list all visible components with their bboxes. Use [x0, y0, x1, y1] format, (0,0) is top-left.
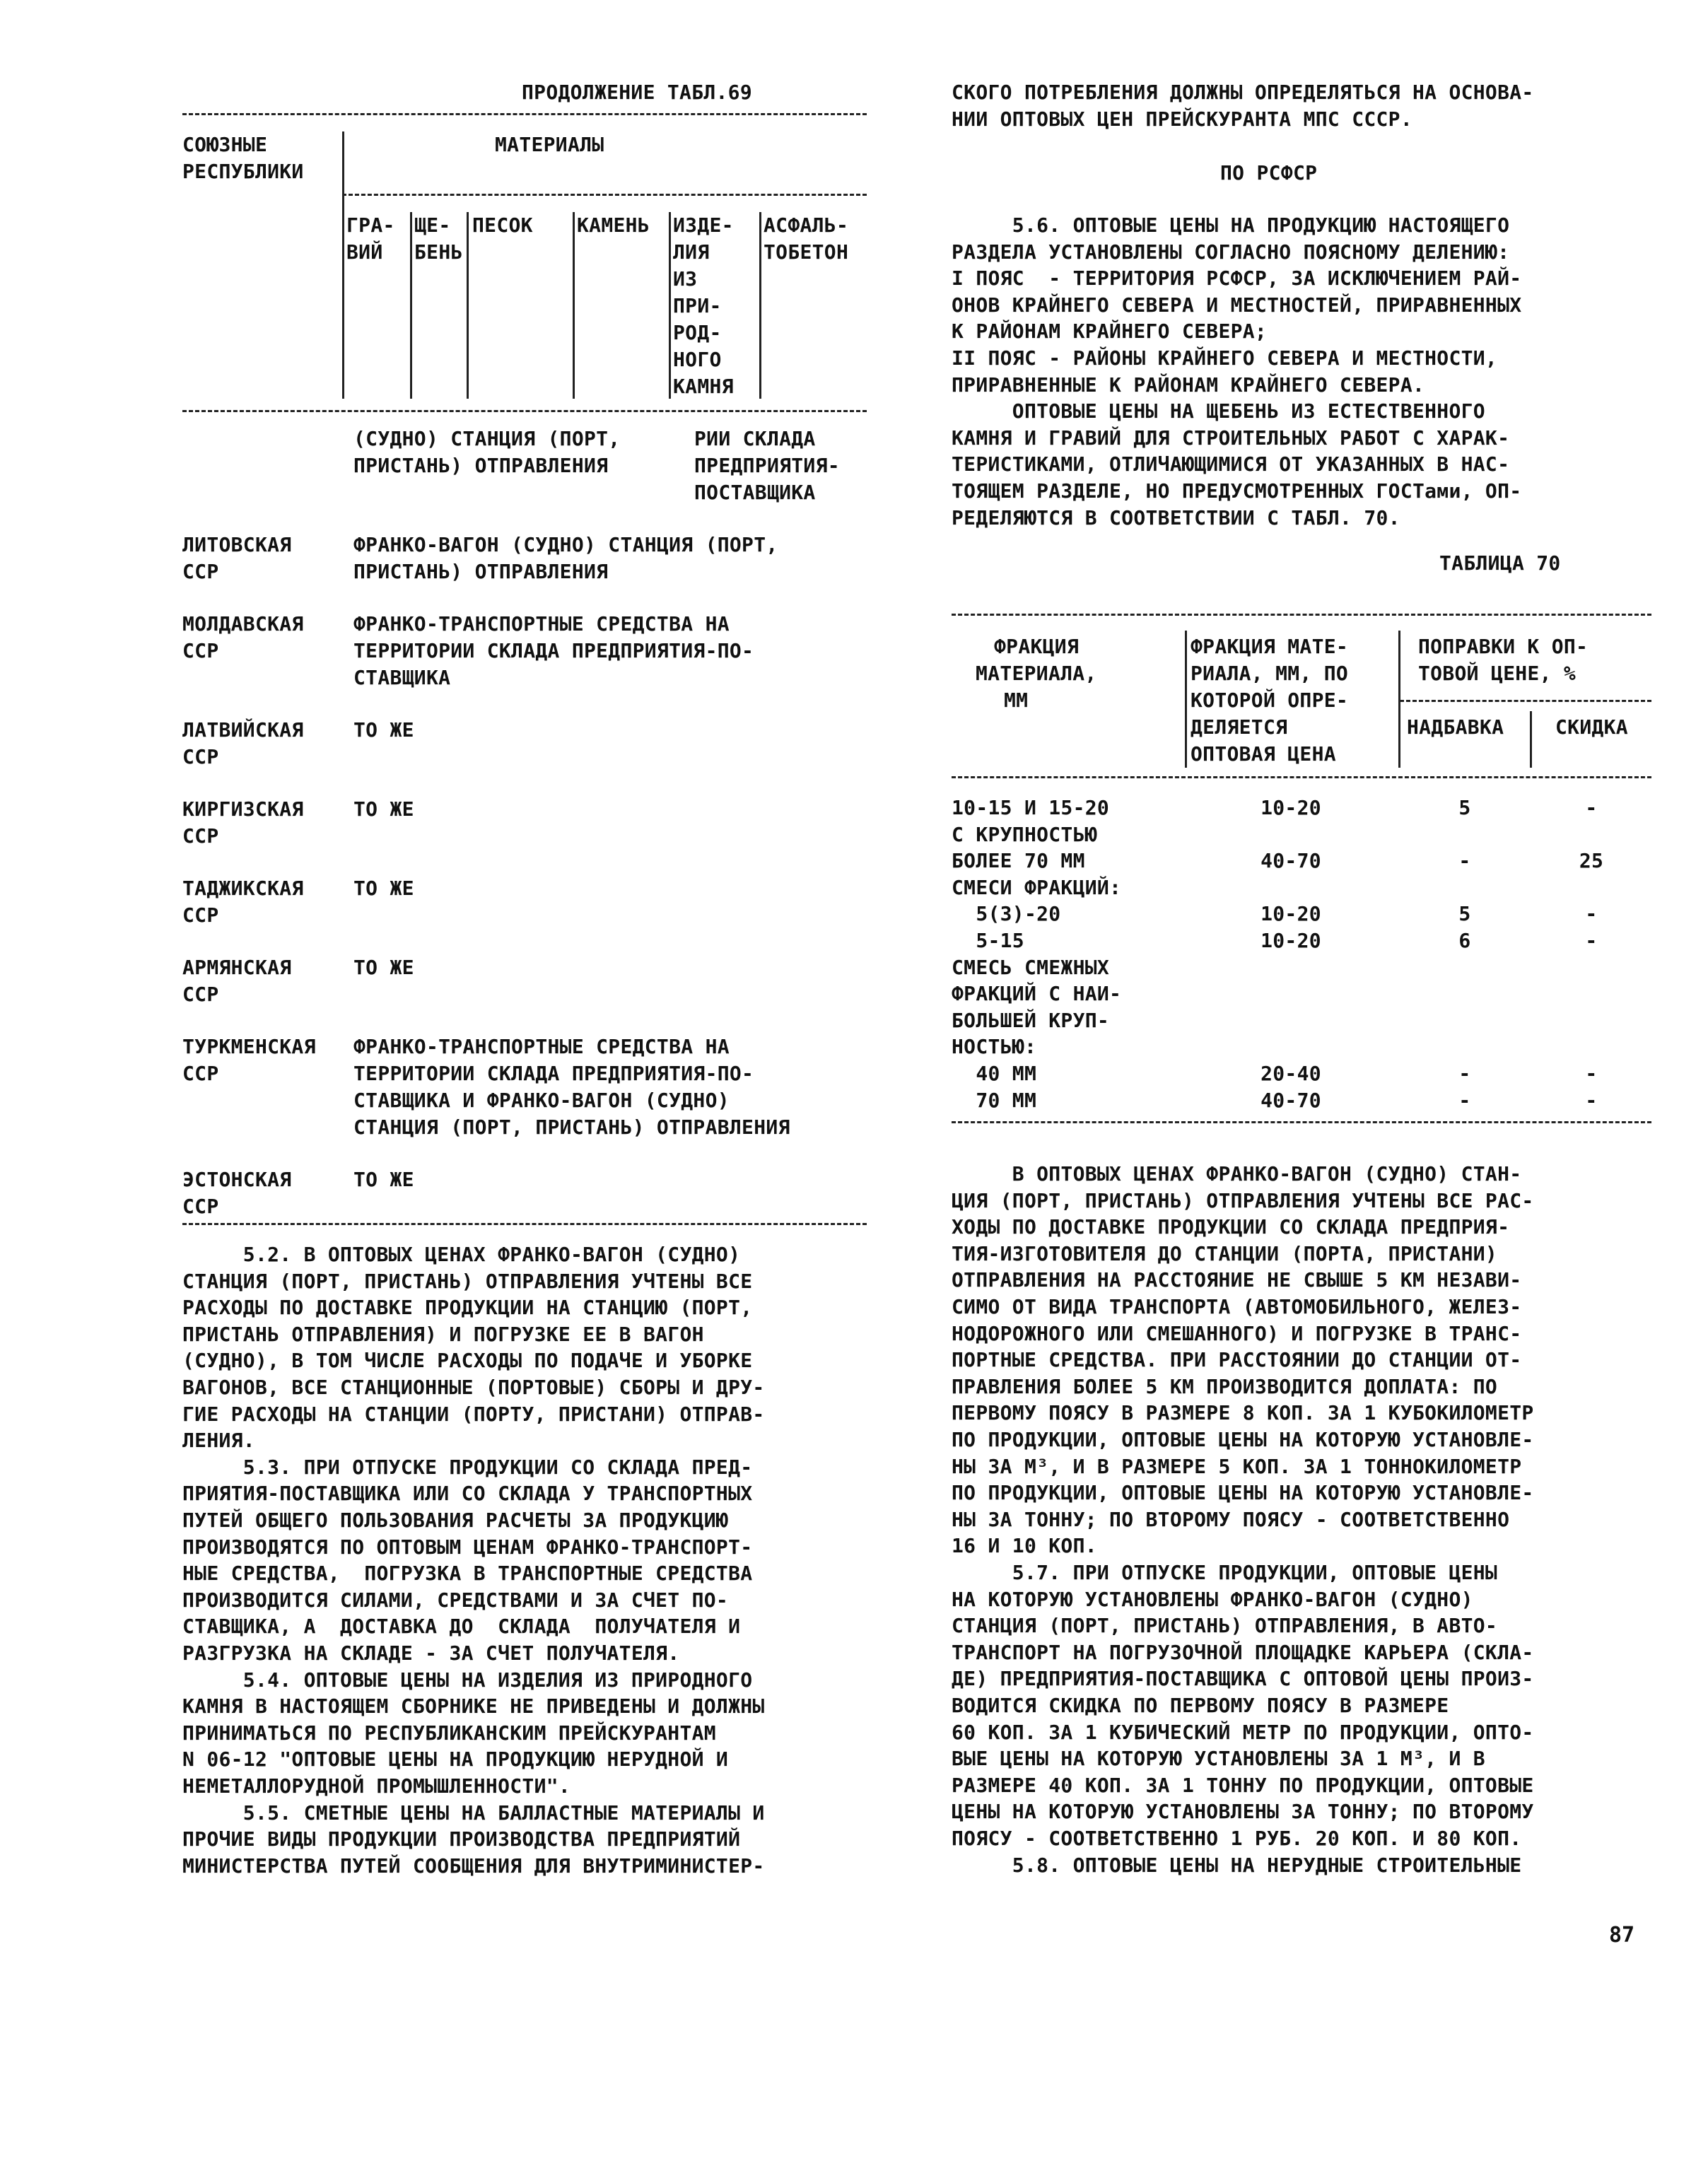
- left-text-line-4: ПРИСТАНЬ ОТПРАВЛЕНИЯ) И ПОГРУЗКЕ ЕЕ В ВАГОН: [182, 1322, 704, 1346]
- subhead-items-5: РОД-: [673, 321, 722, 344]
- subhead-crushed-2: БЕНЬ: [414, 240, 463, 264]
- row-tajik-name-2: ССР: [182, 903, 219, 927]
- right-bottom-line-15: 16 И 10 КОП.: [952, 1534, 1097, 1558]
- row-armenia-value: ТО ЖЕ: [353, 956, 414, 979]
- subhead-sand: ПЕСОК: [472, 213, 533, 237]
- t70-cell-d: -: [1585, 1088, 1598, 1112]
- row-turkmen-value-1: ФРАНКО-ТРАНСПОРТНЫЕ СРЕДСТВА НА: [353, 1035, 730, 1058]
- rule: [1400, 700, 1651, 702]
- t70-head-c2-4: ДЕЛЯЕТСЯ: [1191, 715, 1288, 739]
- right-mid-line-5: К РАЙОНАМ КРАЙНЕГО СЕВЕРА;: [952, 320, 1268, 344]
- t70-head-c3-2: ТОВОЙ ЦЕНЕ, %: [1418, 662, 1577, 685]
- rule: [182, 410, 867, 412]
- t70-head-c2-1: ФРАКЦИЯ МАТЕ-: [1191, 635, 1349, 658]
- t70-cell-a: 40 ММ: [952, 1062, 1037, 1085]
- t70-head-c2-2: РИАЛА, ММ, ПО: [1191, 662, 1349, 685]
- t70-cell-a: 5-15: [952, 929, 1024, 952]
- right-mid-line-1: 5.6. ОПТОВЫЕ ЦЕНЫ НА ПРОДУКЦИЮ НАСТОЯЩЕГО: [952, 213, 1510, 237]
- t70-cell-a: НОСТЬЮ:: [952, 1035, 1037, 1059]
- row-turkmen-name-2: ССР: [182, 1062, 219, 1085]
- cont-row-b-1: РИИ СКЛАДА: [694, 427, 816, 450]
- left-text-line-3: РАСХОДЫ ПО ДОСТАВКЕ ПРОДУКЦИИ НА СТАНЦИЮ (ПОРТ,: [182, 1296, 753, 1320]
- right-bottom-line-23: ВЫЕ ЦЕНЫ НА КОТОРУЮ УСТАНОВЛЕНЫ ЗА 1 М³, И В: [952, 1747, 1485, 1771]
- right-mid-line-2: РАЗДЕЛА УСТАНОВЛЕНЫ СОГЛАСНО ПОЯСНОМУ ДЕЛЕНИЮ:: [952, 240, 1510, 264]
- cont-row-a-1: (СУДНО) СТАНЦИЯ (ПОРТ,: [353, 427, 621, 450]
- right-bottom-line-3: ХОДЫ ПО ДОСТАВКЕ ПРОДУКЦИИ СО СКЛАДА ПРЕДПРИЯ-: [952, 1215, 1510, 1239]
- left-text-line-7: ГИЕ РАСХОДЫ НА СТАНЦИИ (ПОРТУ, ПРИСТАНИ) ОТПРАВ-: [182, 1402, 765, 1426]
- head-materials: МАТЕРИАЛЫ: [495, 133, 604, 156]
- subhead-gravel-1: ГРА-: [346, 213, 395, 237]
- left-text-line-12: ПРОИЗВОДЯТСЯ ПО ОПТОВЫМ ЦЕНАМ ФРАНКО-ТРАНСПОРТ-: [182, 1535, 753, 1559]
- t70-head-c2-3: КОТОРОЙ ОПРЕ-: [1191, 689, 1349, 712]
- right-bottom-line-6: СИМО ОТ ВИДА ТРАНСПОРТА (АВТОМОБИЛЬНОГО, ЖЕЛЕЗ-: [952, 1295, 1522, 1318]
- right-bottom-line-9: ПРАВЛЕНИЯ БОЛЕЕ 5 КМ ПРОИЗВОДИТСЯ ДОПЛАТА: ПО: [952, 1374, 1498, 1398]
- right-bottom-line-8: ПОРТНЫЕ СРЕДСТВА. ПРИ РАССТОЯНИИ ДО СТАНЦИИ ОТ-: [952, 1348, 1522, 1372]
- right-mid-line-3: I ПОЯС - ТЕРРИТОРИЯ РСФСР, ЗА ИСКЛЮЧЕНИЕМ РАЙ-: [952, 267, 1522, 291]
- t70-cell-a: СМЕСИ ФРАКЦИЙ:: [952, 875, 1122, 899]
- rule: [182, 1223, 867, 1225]
- row-kyrgyz-value: ТО ЖЕ: [353, 797, 414, 821]
- t70-cell-a: 10-15 И 15-20: [952, 796, 1110, 819]
- subhead-items-4: ПРИ-: [673, 294, 722, 317]
- table-divider: [573, 212, 575, 399]
- t70-cell-c: 5: [1458, 796, 1471, 819]
- row-kyrgyz-name-2: ССР: [182, 824, 219, 848]
- table-divider: [759, 212, 761, 399]
- right-mid-line-4: ОНОВ КРАЙНЕГО СЕВЕРА И МЕСТНОСТЕЙ, ПРИРАВНЕННЫХ: [952, 293, 1522, 317]
- t70-head-surcharge: НАДБАВКА: [1407, 715, 1504, 739]
- subhead-items-2: ЛИЯ: [673, 240, 710, 264]
- row-kyrgyz-name-1: КИРГИЗСКАЯ: [182, 797, 304, 821]
- row-latvia-name-1: ЛАТВИЙСКАЯ: [182, 718, 304, 742]
- subhead-asphalt-2: ТОБЕТОН: [764, 240, 849, 264]
- right-bottom-line-13: ПО ПРОДУКЦИИ, ОПТОВЫЕ ЦЕНЫ НА КОТОРУЮ УСТАНОВЛЕ-: [952, 1481, 1534, 1505]
- subhead-items-7: КАМНЯ: [673, 375, 734, 398]
- top-line-2: НИИ ОПТОВЫХ ЦЕН ПРЕЙСКУРАНТА МПС СССР.: [952, 107, 1412, 131]
- t70-cell-d: -: [1585, 1062, 1598, 1085]
- right-bottom-line-26: ПОЯСУ - СООТВЕТСТВЕННО 1 РУБ. 20 КОП. И 80 КОП.: [952, 1827, 1522, 1850]
- left-text-line-10: ПРИЯТИЯ-ПОСТАВЩИКА ИЛИ СО СКЛАДА У ТРАНСПОРТНЫХ: [182, 1482, 753, 1506]
- right-mid-line-6: II ПОЯС - РАЙОНЫ КРАЙНЕГО СЕВЕРА И МЕСТНОСТИ,: [952, 346, 1498, 370]
- right-mid-line-9: КАМНЯ И ГРАВИЙ ДЛЯ СТРОИТЕЛЬНЫХ РАБОТ С ХАРАК-: [952, 426, 1510, 450]
- right-bottom-line-7: НОДОРОЖНОГО ИЛИ СМЕШАННОГО) И ПОГРУЗКЕ В ТРАНС-: [952, 1321, 1522, 1345]
- t70-head-c1-1: ФРАКЦИЯ: [994, 635, 1080, 658]
- t70-head-discount: СКИДКА: [1555, 715, 1628, 739]
- t70-cell-c: -: [1458, 849, 1471, 873]
- row-estonia-name-2: ССР: [182, 1195, 219, 1218]
- table-divider: [342, 131, 344, 399]
- subhead-stone: КАМЕНЬ: [577, 213, 650, 237]
- right-bottom-line-2: ЦИЯ (ПОРТ, ПРИСТАНЬ) ОТПРАВЛЕНИЯ УЧТЕНЫ ВСЕ РАС-: [952, 1188, 1534, 1212]
- left-text-line-11: ПУТЕЙ ОБЩЕГО ПОЛЬЗОВАНИЯ РАСЧЕТЫ ЗА ПРОДУКЦИЮ: [182, 1509, 729, 1532]
- cont-row-b-2: ПРЕДПРИЯТИЯ-: [694, 454, 840, 477]
- left-text-line-9: 5.3. ПРИ ОТПУСКЕ ПРОДУКЦИИ СО СКЛАДА ПРЕД-: [182, 1455, 753, 1479]
- rule: [952, 776, 1651, 778]
- table-divider: [1398, 631, 1400, 768]
- left-text-line-5: (СУДНО), В ТОМ ЧИСЛЕ РАСХОДЫ ПО ПОДАЧЕ И УБОРКЕ: [182, 1349, 753, 1373]
- t70-head-c1-3: ММ: [1004, 689, 1029, 712]
- right-bottom-line-22: 60 КОП. ЗА 1 КУБИЧЕСКИЙ МЕТР ПО ПРОДУКЦИИ, ОПТО-: [952, 1720, 1534, 1744]
- left-text-line-21: НЕМЕТАЛЛОРУДНОЙ ПРОМЫШЛЕННОСТИ".: [182, 1774, 571, 1798]
- left-text-line-23: ПРОЧИЕ ВИДЫ ПРОДУКЦИИ ПРОИЗВОДСТВА ПРЕДПРИЯТИЙ: [182, 1827, 741, 1851]
- row-lithuania-name-2: ССР: [182, 560, 219, 583]
- right-bottom-line-12: НЫ ЗА М³, И В РАЗМЕРЕ 5 КОП. ЗА 1 ТОННОКИЛОМЕТР: [952, 1454, 1522, 1478]
- right-bottom-line-5: ОТПРАВЛЕНИЯ НА РАССТОЯНИЕ НЕ СВЫШЕ 5 КМ НЕЗАВИ-: [952, 1268, 1522, 1292]
- left-text-line-8: ЛЕНИЯ.: [182, 1429, 255, 1453]
- left-text-line-17: 5.4. ОПТОВЫЕ ЦЕНЫ НА ИЗДЕЛИЯ ИЗ ПРИРОДНОГО: [182, 1668, 753, 1692]
- t70-cell-c: 6: [1458, 929, 1471, 952]
- right-bottom-line-21: ВОДИТСЯ СКИДКА ПО ПЕРВОМУ ПОЯСУ В РАЗМЕРЕ: [952, 1694, 1449, 1717]
- t70-cell-d: 25: [1579, 849, 1604, 873]
- right-bottom-line-17: НА КОТОРУЮ УСТАНОВЛЕНЫ ФРАНКО-ВАГОН (СУДНО): [952, 1587, 1473, 1611]
- rule: [952, 1121, 1651, 1123]
- left-text-line-19: ПРИНИМАТЬСЯ ПО РЕСПУБЛИКАНСКИМ ПРЕЙСКУРАНТАМ: [182, 1721, 716, 1745]
- subhead-asphalt-1: АСФАЛЬ-: [764, 213, 849, 237]
- right-mid-line-7: ПРИРАВНЕННЫЕ К РАЙОНАМ КРАЙНЕГО СЕВЕРА.: [952, 373, 1425, 397]
- t70-cell-b: 10-20: [1260, 929, 1321, 952]
- table-divider: [1530, 711, 1532, 768]
- row-moldova-value-1: ФРАНКО-ТРАНСПОРТНЫЕ СРЕДСТВА НА: [353, 612, 730, 636]
- left-text-line-1: 5.2. В ОПТОВЫХ ЦЕНАХ ФРАНКО-ВАГОН (СУДНО): [182, 1243, 741, 1266]
- subhead-crushed-1: ЩЕ-: [414, 213, 451, 237]
- row-latvia-value: ТО ЖЕ: [353, 718, 414, 742]
- left-text-line-15: СТАВЩИКА, А ДОСТАВКА ДО СКЛАДА ПОЛУЧАТЕЛЯ И: [182, 1615, 741, 1639]
- head-union-1: СОЮЗНЫЕ: [182, 133, 268, 156]
- section-rsfsr: ПО РСФСР: [1220, 161, 1318, 185]
- continuation-caption: ПРОДОЛЖЕНИЕ ТАБЛ.69: [522, 81, 752, 104]
- rule: [182, 113, 867, 115]
- left-text-line-20: N 06-12 "ОПТОВЫЕ ЦЕНЫ НА ПРОДУКЦИЮ НЕРУДНОЙ И: [182, 1748, 729, 1772]
- right-bottom-line-14: НЫ ЗА ТОННУ; ПО ВТОРОМУ ПОЯСУ - СООТВЕТСТВЕННО: [952, 1507, 1510, 1531]
- row-estonia-name-1: ЭСТОНСКАЯ: [182, 1168, 292, 1191]
- row-lithuania-value-2: ПРИСТАНЬ) ОТПРАВЛЕНИЯ: [353, 560, 609, 583]
- row-tajik-name-1: ТАДЖИКСКАЯ: [182, 877, 304, 900]
- t70-cell-a: ФРАКЦИЙ С НАИ-: [952, 982, 1122, 1006]
- t70-cell-a: БОЛЬШЕЙ КРУП-: [952, 1008, 1110, 1032]
- row-armenia-name-1: АРМЯНСКАЯ: [182, 956, 292, 979]
- table-divider: [410, 212, 412, 399]
- t70-head-c3-1: ПОПРАВКИ К ОП-: [1418, 635, 1589, 658]
- t70-cell-b: 20-40: [1260, 1062, 1321, 1085]
- row-turkmen-name-1: ТУРКМЕНСКАЯ: [182, 1035, 316, 1058]
- right-bottom-line-25: ЦЕНЫ НА КОТОРУЮ УСТАНОВЛЕНЫ ЗА ТОННУ; ПО ВТОРОМУ: [952, 1800, 1534, 1824]
- left-text-line-13: НЫЕ СРЕДСТВА, ПОГРУЗКА В ТРАНСПОРТНЫЕ СРЕДСТВА: [182, 1562, 753, 1586]
- row-estonia-value: ТО ЖЕ: [353, 1168, 414, 1191]
- left-text-line-18: КАМНЯ В НАСТОЯЩЕМ СБОРНИКЕ НЕ ПРИВЕДЕНЫ И ДОЛЖНЫ: [182, 1694, 765, 1719]
- subhead-items-1: ИЗДЕ-: [673, 213, 734, 237]
- top-line-1: СКОГО ПОТРЕБЛЕНИЯ ДОЛЖНЫ ОПРЕДЕЛЯТЬСЯ НА ОСНОВА-: [952, 81, 1534, 104]
- row-moldova-name-2: ССР: [182, 639, 219, 662]
- t70-head-c1-2: МАТЕРИАЛА,: [976, 662, 1097, 685]
- head-union-2: РЕСПУБЛИКИ: [182, 160, 304, 183]
- left-text-line-24: МИНИСТЕРСТВА ПУТЕЙ СООБЩЕНИЯ ДЛЯ ВНУТРИМИНИСТЕР-: [182, 1854, 765, 1878]
- row-moldova-value-3: СТАВЩИКА: [353, 666, 451, 689]
- cont-row-a-2: ПРИСТАНЬ) ОТПРАВЛЕНИЯ: [353, 454, 609, 477]
- t70-cell-c: -: [1458, 1088, 1471, 1112]
- t70-cell-a: БОЛЕЕ 70 ММ: [952, 849, 1085, 873]
- row-tajik-value: ТО ЖЕ: [353, 877, 414, 900]
- right-bottom-line-24: РАЗМЕРЕ 40 КОП. ЗА 1 ТОННУ ПО ПРОДУКЦИИ, ОПТОВЫЕ: [952, 1773, 1534, 1797]
- t70-cell-b: 40-70: [1260, 849, 1321, 873]
- right-bottom-line-20: ДЕ) ПРЕДПРИЯТИЯ-ПОСТАВЩИКА С ОПТОВОЙ ЦЕНЫ ПРОИЗ-: [952, 1667, 1534, 1691]
- row-turkmen-value-3: СТАВЩИКА И ФРАНКО-ВАГОН (СУДНО): [353, 1089, 730, 1112]
- right-bottom-line-1: В ОПТОВЫХ ЦЕНАХ ФРАНКО-ВАГОН (СУДНО) СТАН-: [952, 1162, 1522, 1186]
- cont-row-b-3: ПОСТАВЩИКА: [694, 481, 816, 504]
- table-divider: [467, 212, 469, 399]
- row-moldova-value-2: ТЕРРИТОРИИ СКЛАДА ПРЕДПРИЯТИЯ-ПО-: [353, 639, 754, 662]
- table-70-title: ТАБЛИЦА 70: [1439, 551, 1561, 575]
- right-bottom-line-11: ПО ПРОДУКЦИИ, ОПТОВЫЕ ЦЕНЫ НА КОТОРУЮ УСТАНОВЛЕ-: [952, 1428, 1534, 1451]
- subhead-gravel-2: ВИЙ: [346, 240, 383, 264]
- row-armenia-name-2: ССР: [182, 983, 219, 1006]
- table-divider: [1185, 631, 1187, 768]
- t70-cell-a: СМЕСЬ СМЕЖНЫХ: [952, 955, 1110, 979]
- row-lithuania-value-1: ФРАНКО-ВАГОН (СУДНО) СТАНЦИЯ (ПОРТ,: [353, 533, 778, 556]
- t70-cell-a: 70 ММ: [952, 1088, 1037, 1112]
- rule: [952, 614, 1651, 616]
- row-lithuania-name-1: ЛИТОВСКАЯ: [182, 533, 292, 556]
- t70-cell-b: 40-70: [1260, 1088, 1321, 1112]
- t70-cell-d: -: [1585, 929, 1598, 952]
- t70-cell-d: -: [1585, 902, 1598, 926]
- left-text-line-22: 5.5. СМЕТНЫЕ ЦЕНЫ НА БАЛЛАСТНЫЕ МАТЕРИАЛЫ И: [182, 1801, 765, 1825]
- right-bottom-line-4: ТИЯ-ИЗГОТОВИТЕЛЯ ДО СТАНЦИИ (ПОРТА, ПРИСТАНИ): [952, 1241, 1498, 1265]
- left-text-line-2: СТАНЦИЯ (ПОРТ, ПРИСТАНЬ) ОТПРАВЛЕНИЯ УЧТЕНЫ ВСЕ: [182, 1269, 753, 1293]
- right-mid-line-8: ОПТОВЫЕ ЦЕНЫ НА ЩЕБЕНЬ ИЗ ЕСТЕСТВЕННОГО: [952, 399, 1485, 423]
- table-divider: [669, 212, 671, 399]
- subhead-items-3: ИЗ: [673, 267, 698, 291]
- right-bottom-line-27: 5.8. ОПТОВЫЕ ЦЕНЫ НА НЕРУДНЫЕ СТРОИТЕЛЬНЫЕ: [952, 1853, 1522, 1877]
- rule: [342, 194, 867, 196]
- t70-cell-c: -: [1458, 1062, 1471, 1085]
- row-turkmen-value-2: ТЕРРИТОРИИ СКЛАДА ПРЕДПРИЯТИЯ-ПО-: [353, 1062, 754, 1085]
- t70-head-c2-5: ОПТОВАЯ ЦЕНА: [1191, 742, 1336, 766]
- row-moldova-name-1: МОЛДАВСКАЯ: [182, 612, 304, 636]
- right-mid-line-11: ТОЯЩЕМ РАЗДЕЛЕ, НО ПРЕДУСМОТРЕННЫХ ГОСТами, ОП-: [952, 479, 1522, 503]
- subhead-items-6: НОГО: [673, 348, 722, 371]
- left-text-line-6: ВАГОНОВ, ВСЕ СТАНЦИОННЫЕ (ПОРТОВЫЕ) СБОРЫ И ДРУ-: [182, 1376, 765, 1399]
- left-text-line-16: РАЗГРУЗКА НА СКЛАДЕ - ЗА СЧЕТ ПОЛУЧАТЕЛЯ.: [182, 1641, 680, 1665]
- left-text-line-14: ПРОИЗВОДИТСЯ СИЛАМИ, СРЕДСТВАМИ И ЗА СЧЕТ ПО-: [182, 1588, 729, 1612]
- row-turkmen-value-4: СТАНЦИЯ (ПОРТ, ПРИСТАНЬ) ОТПРАВЛЕНИЯ: [353, 1116, 790, 1139]
- t70-cell-a: 5(3)-20: [952, 902, 1061, 926]
- right-mid-line-10: ТЕРИСТИКАМИ, ОТЛИЧАЮЩИМИСЯ ОТ УКАЗАННЫХ В НАС-: [952, 452, 1510, 476]
- right-bottom-line-19: ТРАНСПОРТ НА ПОГРУЗОЧНОЙ ПЛОЩАДКЕ КАРЬЕРА (СКЛА-: [952, 1640, 1534, 1664]
- t70-cell-b: 10-20: [1260, 796, 1321, 819]
- right-bottom-line-16: 5.7. ПРИ ОТПУСКЕ ПРОДУКЦИИ, ОПТОВЫЕ ЦЕНЫ: [952, 1561, 1498, 1584]
- row-latvia-name-2: ССР: [182, 745, 219, 768]
- t70-cell-a: С КРУПНОСТЬЮ: [952, 822, 1097, 846]
- right-bottom-line-10: ПЕРВОМУ ПОЯСУ В РАЗМЕРЕ 8 КОП. ЗА 1 КУБОКИЛОМЕТР: [952, 1401, 1534, 1425]
- right-mid-line-12: РЕДЕЛЯЮТСЯ В СООТВЕТСТВИИ С ТАБЛ. 70.: [952, 505, 1400, 529]
- right-bottom-line-18: СТАНЦИЯ (ПОРТ, ПРИСТАНЬ) ОТПРАВЛЕНИЯ, В АВТО-: [952, 1614, 1498, 1638]
- t70-cell-b: 10-20: [1260, 902, 1321, 926]
- t70-cell-c: 5: [1458, 902, 1471, 926]
- t70-cell-d: -: [1585, 796, 1598, 819]
- page-number: 87: [1609, 1923, 1635, 1948]
